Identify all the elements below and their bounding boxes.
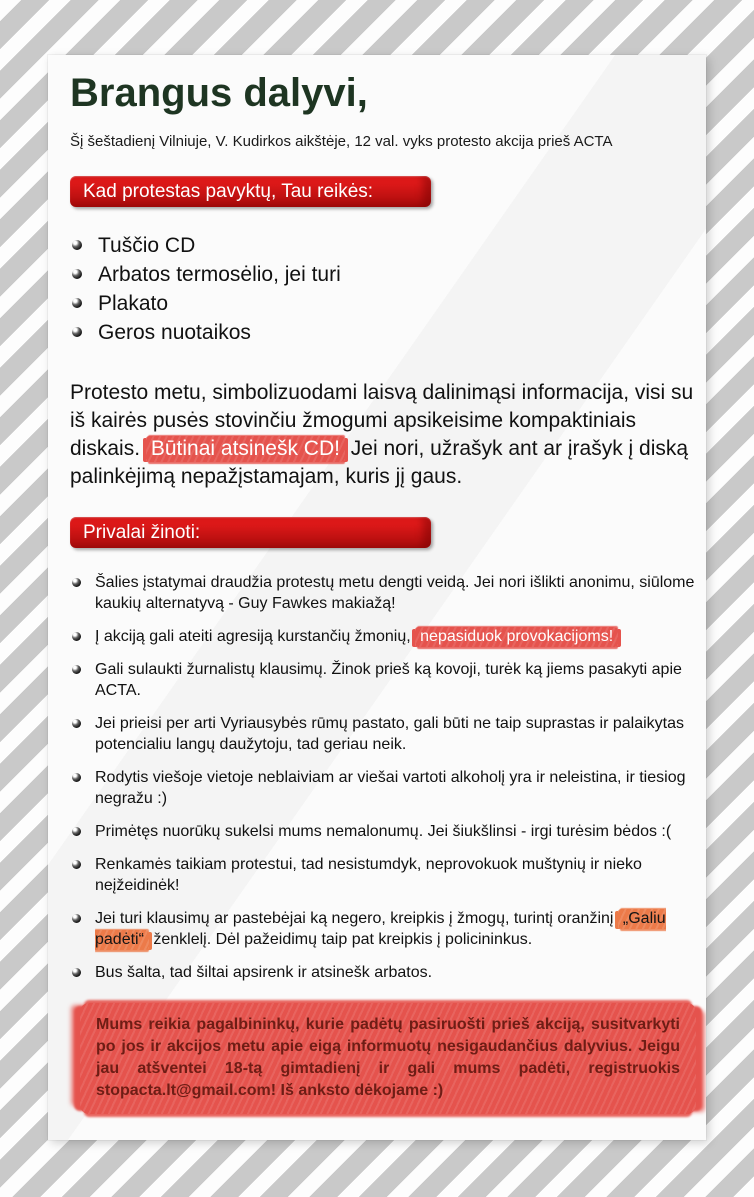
paragraph-text: Protesto metu, simbolizuodami laisvą dalinimąsi informacija, visi su iš kairės pusės stovinčiu žmogumi apsikeisime kompaktiniais diskais.: [70, 381, 694, 460]
section-banner-must-know: Privalai žinoti:: [70, 517, 431, 548]
list-item-label: Gali sulaukti žurnalistų klausimų. Žinok prieš ką kovoji, turėk ką jiems pasakyti apie ACTA.: [95, 661, 682, 699]
bullet-icon: [72, 632, 81, 641]
event-subtitle: Šį šeštadienį Vilniuje, V. Kudirkos aikštėje, 12 val. vyks protesto akcija prieš ACTA: [70, 133, 613, 150]
list-item: [70, 318, 684, 347]
list-item-label: Geros nuotaikos: [98, 321, 251, 344]
list-item: [70, 231, 684, 260]
bullet-icon: [72, 269, 82, 279]
intro-paragraph: [70, 379, 706, 491]
volunteers-call-note: Mums reikia pagalbininkų, kurie padėtų pasiruošti prieš akciją, susitvarkyti po jos ir akcijos metu apie eigą informuotų nesigaudančius dalyvius. Jeigu jau atšventei 18-tą gimtadienį ir gali mums padėti, registruokis stopacta.lt@gmail.com! Iš anksto dėkojame :): [80, 1003, 696, 1114]
list-item-label: Jei turi klausimų ar pastebėjai ką negero, kreipkis į žmogų, turintį oranžinį: [95, 910, 618, 927]
list-item: [70, 962, 706, 983]
bullet-icon: [72, 719, 81, 728]
orange-highlight: „Galiu padėti“: [95, 910, 666, 948]
list-item-label: Primėtęs nuorūkų sukelsi mums nemalonumų. Jei šiukšlinsi - irgi turėsim bėdos :(: [95, 823, 672, 840]
bullet-icon: [72, 240, 82, 250]
bullet-icon: [72, 860, 81, 869]
paragraph-text: Jei nori, užrašyk ant ar įrašyk į diską palinkėjimą nepažįstamajam, kuris jį gaus.: [70, 437, 689, 488]
bullet-icon: [72, 665, 81, 674]
list-item-label: Bus šalta, tad šiltai apsirenk ir atsinešk arbatos.: [95, 964, 433, 981]
list-item-label: Arbatos termosėlio, jei turi: [98, 263, 341, 286]
red-highlight: nepasiduok provokacijoms!: [415, 627, 618, 647]
bullet-icon: [72, 773, 81, 782]
red-highlight: Būtinai atsinešk CD!: [146, 436, 345, 462]
list-item: [70, 713, 706, 755]
list-item: [70, 908, 706, 950]
list-item: [70, 260, 684, 289]
page-title: Brangus dalyvi,: [70, 71, 368, 115]
list-item: [70, 767, 706, 809]
list-item: [70, 821, 706, 842]
bullet-icon: [72, 327, 82, 337]
must-know-list: [70, 572, 706, 983]
flyer-panel: [48, 55, 706, 1140]
list-item: [70, 572, 706, 614]
bullet-icon: [72, 298, 82, 308]
section-banner-requirements: Kad protestas pavyktų, Tau reikės:: [70, 176, 431, 207]
list-item-label: Į akciją gali ateiti agresiją kurstančių žmonių,: [95, 628, 416, 645]
list-item: [70, 289, 684, 318]
list-item: [70, 854, 706, 896]
list-item: [70, 626, 706, 647]
list-item-label: Plakato: [98, 292, 169, 315]
list-item-label: ženklelį. Dėl pažeidimų taip pat kreipkis į policininkus.: [148, 931, 533, 948]
bullet-icon: [72, 968, 81, 977]
list-item-label: Renkamės taikiam protestui, tad nesistumdyk, neprovokuok muštynių ir nieko neįžeidinėk!: [95, 856, 642, 894]
bullet-icon: [72, 827, 81, 836]
requirements-list: [70, 231, 684, 347]
list-item-label: Jei prieisi per arti Vyriausybės rūmų pastato, gali būti ne taip suprastas ir palaikytas potencialiu langų daužytoju, tad geriau neik.: [95, 715, 685, 753]
list-item-label: Rodytis viešoje vietoje neblaiviam ar viešai vartoti alkoholį yra ir neleistina, ir tiesiog negražu :): [95, 769, 686, 807]
list-item-label: Šalies įstatymai draudžia protestų metu dengti veidą. Jei nori išlikti anonimu, siūlome kaukių alternatyvą - Guy Fawkes makiažą!: [95, 574, 695, 612]
bullet-icon: [72, 914, 81, 923]
bullet-icon: [72, 578, 81, 587]
list-item: [70, 659, 706, 701]
list-item-label: Tuščio CD: [98, 234, 196, 257]
